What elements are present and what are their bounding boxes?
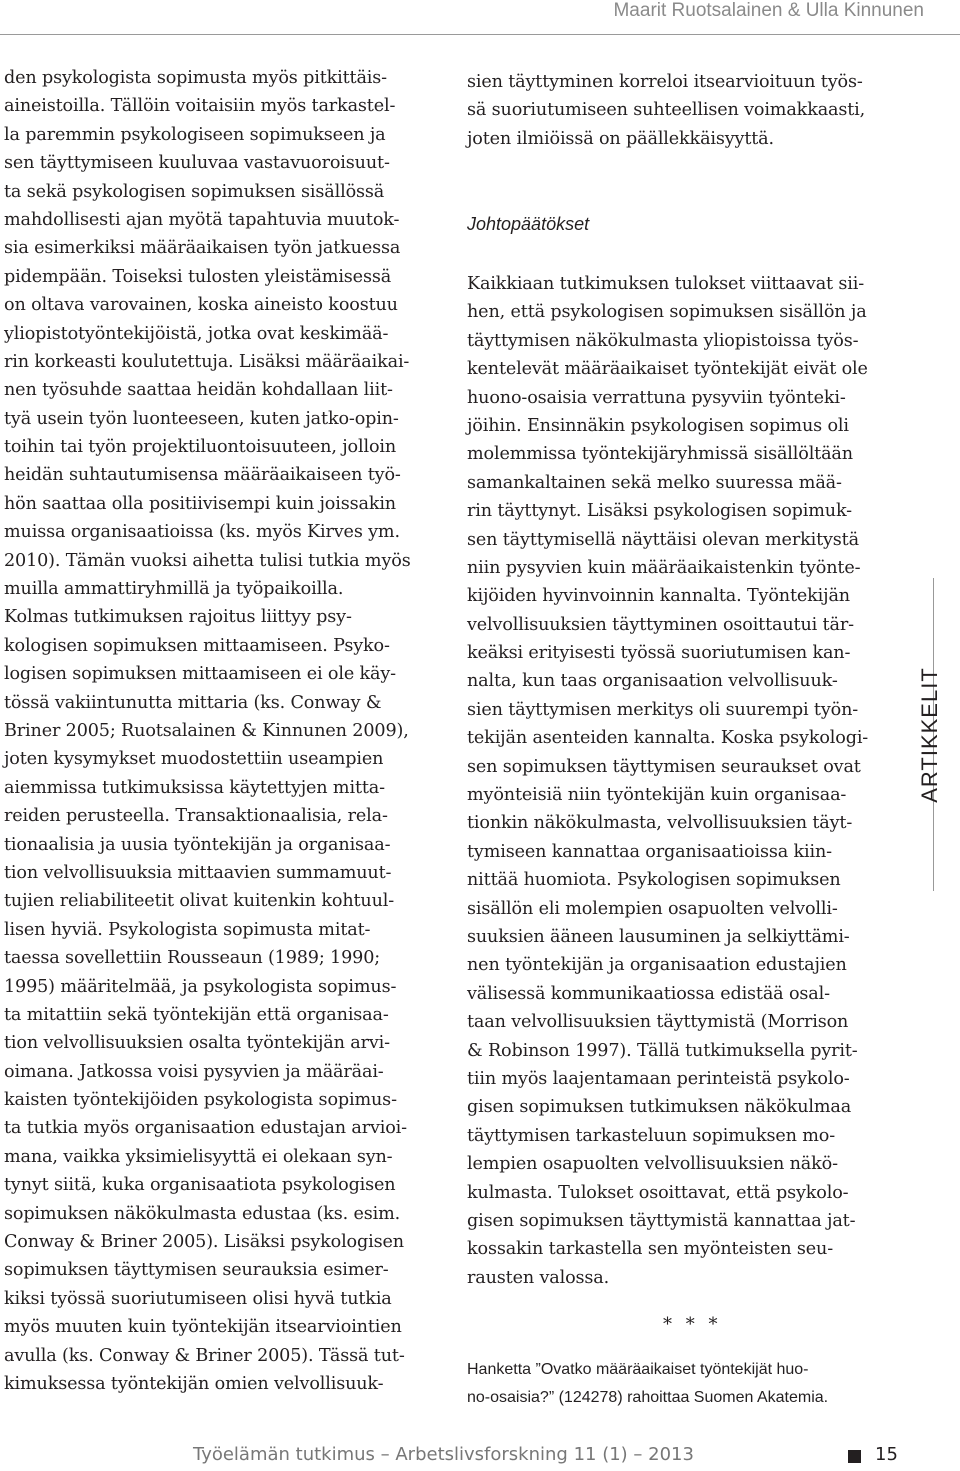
text-line: nalta, kun taas organisaation velvollisuuk- <box>467 671 838 692</box>
right-column-body <box>467 270 903 1292</box>
text-line: sia esimerkiksi määräaikaisen työn jatkuessa <box>4 238 401 259</box>
text-line: sen täyttymiseen kuuluvaa vastavuoroisuut- <box>4 153 390 174</box>
text-line: rausten valossa. <box>467 1267 610 1288</box>
text-line: myönteisiä niin työntekijän kuin organisaa- <box>467 785 847 806</box>
footer-square-icon <box>848 1450 861 1463</box>
text-line: tekijän asenteiden kannalta. Koska psykologi- <box>467 728 869 749</box>
text-line: lempien osapuolten velvollisuuksien näkö- <box>467 1154 838 1175</box>
text-line: 1995) määritelmää, ja psykologista sopimus- <box>4 976 397 997</box>
text-line: sien täyttymisen merkitys oli suurempi työn- <box>467 699 859 720</box>
text-line: logisen sopimuksen mittaamiseen ei ole käy- <box>4 664 396 685</box>
text-line: muissa organisaatioissa (ks. myös Kirves ym. <box>4 522 400 543</box>
text-line: oimana. Jatkossa voisi pysyvien ja määräai- <box>4 1061 384 1082</box>
text-line: samankaltainen sekä melko suuressa mää- <box>467 472 842 493</box>
header-rule <box>0 34 960 35</box>
header-authors: Maarit Ruotsalainen & Ulla Kinnunen <box>613 0 924 21</box>
text-line: Briner 2005; Ruotsalainen & Kinnunen 2009), <box>4 720 409 741</box>
text-line: tyä usein työn luonteeseen, kuten jatko-opin- <box>4 408 399 429</box>
section-heading: Johtopäätökset <box>467 214 590 234</box>
text-line: taessa sovellettiin Rousseaun (1989; 1990; <box>4 948 381 969</box>
text-line: 2010). Tämän vuoksi aihetta tulisi tutkia myös <box>4 550 411 571</box>
text-line: tössä vakiintunutta mittaria (ks. Conway & <box>4 692 382 713</box>
text-line: sen täyttymisellä näyttäisi olevan merkitystä <box>467 529 859 550</box>
text-line: sopimuksen täyttymisen seurauksia esimer- <box>4 1260 389 1281</box>
page-footer <box>0 1444 960 1470</box>
acknowledgement-line: no-osaisia?” (124278) rahoittaa Suomen Akatemia. <box>467 1389 829 1406</box>
text-line: taan velvollisuuksien täyttymistä (Morrison <box>467 1012 849 1033</box>
left-column <box>4 64 436 1398</box>
text-line: kentelevät määräaikaiset työntekijät eivät ole <box>467 359 868 380</box>
text-line: tujien reliabiliteetit olivat kuitenkin kohtuul- <box>4 891 395 912</box>
text-line: nen työntekijän ja organisaation edustajien <box>467 955 847 976</box>
text-line: kijöiden hyvinvoinnin kannalta. Työntekijän <box>467 586 850 607</box>
text-line: jöihin. Ensinnäkin psykologisen sopimus oli <box>467 415 849 436</box>
section-side-label: ARTIKKELIT <box>917 667 942 803</box>
text-line: ta tutkia myös organisaation edustajan arvioi- <box>4 1118 407 1139</box>
text-line: kossakin tarkastella sen myönteisten seu- <box>467 1239 833 1260</box>
section-separator: * * * <box>663 1314 722 1335</box>
text-line: joten kysymykset muodostettiin useampien <box>4 749 384 770</box>
text-line: rin korkeasti koulutettuja. Lisäksi määräaikai- <box>4 351 410 372</box>
right-column-intro <box>467 68 903 153</box>
text-line: joten ilmiöissä on päällekkäisyyttä. <box>467 128 774 149</box>
text-line: hen, että psykologisen sopimuksen sisällön ja <box>467 302 867 323</box>
text-line: kimuksessa työntekijän omien velvollisuuk- <box>4 1373 384 1394</box>
text-line: gisen sopimuksen tutkimuksen näkökulmaa <box>467 1097 852 1118</box>
text-line: mahdollisesti ajan myötä tapahtuvia muutok- <box>4 209 400 230</box>
text-line: tionkin näkökulmasta, velvollisuuksien täyt- <box>467 813 853 834</box>
text-line: mana, vaikka yksimielisyyttä ei olekaan syn- <box>4 1146 393 1167</box>
text-line: muilla ammattiryhmillä ja työpaikoilla. <box>4 579 344 600</box>
text-line: niin pysyvien kuin määräaikaistenkin työnte- <box>467 557 861 578</box>
text-line: suuksien ääneen lausuminen ja selkiyttämi- <box>467 926 850 947</box>
text-line: molemmissa työntekijäryhmissä sisällöltään <box>467 444 853 465</box>
acknowledgement-line: Hanketta ”Ovatko määräaikaiset työntekijät huo- <box>467 1361 809 1378</box>
text-line: Kaikkiaan tutkimuksen tulokset viittaavat sii- <box>467 274 865 294</box>
text-line: nittää huomiota. Psykologisen sopimuksen <box>467 870 841 891</box>
text-line: tynyt siitä, kuka organisaatiota psykologisen <box>4 1175 396 1196</box>
text-line: tion velvollisuuksien osalta työntekijän arvi- <box>4 1033 390 1054</box>
text-line: välisessä kommunikaatiossa edistää osal- <box>467 983 830 1004</box>
text-line: sen sopimuksen täyttymisen seuraukset ovat <box>467 756 861 777</box>
text-line: kiksi työssä suoriutumiseen olisi hyvä tutkia <box>4 1288 392 1309</box>
text-line: tion velvollisuuksia mittaavien summamuut- <box>4 862 392 883</box>
text-line: lisen hyviä. Psykologista sopimusta mitat- <box>4 919 371 940</box>
text-line: sopimuksen näkökulmasta edustaa (ks. esim. <box>4 1203 401 1224</box>
text-line: ta sekä psykologisen sopimuksen sisällössä <box>4 181 385 202</box>
text-line: aiemmissa tutkimuksissa käytettyjen mitta- <box>4 777 385 798</box>
text-line: täyttymisen näkökulmasta yliopistoissa työs- <box>467 330 859 351</box>
text-line: huono-osaisia verrattuna pysyviin työnteki- <box>467 387 846 408</box>
text-line: ta mitattiin sekä työntekijän että organisaa- <box>4 1004 389 1025</box>
text-line: kologisen sopimuksen mittaamiseen. Psyko- <box>4 635 390 656</box>
text-line: heidän suhtautumisensa määräaikaiseen työ- <box>4 465 401 486</box>
acknowledgement <box>467 1356 907 1412</box>
text-line: sien täyttyminen korreloi itsearvioituun työs- <box>467 72 863 92</box>
text-line: täyttymisen tarkasteluun sopimuksen mo- <box>467 1125 836 1146</box>
text-line: gisen sopimuksen täyttymistä kannattaa jat- <box>467 1210 856 1231</box>
text-line: rin täyttynyt. Lisäksi psykologisen sopimuk- <box>467 501 852 522</box>
text-line: toihin tai työn projektiluontoisuuteen, jolloin <box>4 437 397 458</box>
page-number: 15 <box>875 1444 898 1465</box>
text-line: tiin myös laajentamaan perinteistä psykolo- <box>467 1068 850 1089</box>
text-line: tionaalisia ja uusia työntekijän ja organisaa- <box>4 834 391 855</box>
text-line: sä suoriutumiseen suhteellisen voimakkaasti, <box>467 100 866 121</box>
text-line: la paremmin psykologiseen sopimukseen ja <box>4 124 386 145</box>
text-line: sisällön eli molempien osapuolten velvolli- <box>467 898 838 919</box>
text-line: tymiseen kannattaa organisaatioissa kiin- <box>467 841 832 862</box>
text-line: kulmasta. Tulokset osoittavat, että psykolo- <box>467 1182 849 1203</box>
text-line: keäksi erityisesti työssä suoriutumisen kan- <box>467 643 851 664</box>
text-line: reiden perusteella. Transaktionaalisia, rela- <box>4 806 388 827</box>
text-line: hön saattaa olla positiivisempi kuin joissakin <box>4 493 396 514</box>
text-line: den psykologista sopimusta myös pitkittäis- <box>4 68 387 88</box>
text-line: nen työsuhde saattaa heidän kohdallaan liit- <box>4 380 393 401</box>
footer-journal: Työelämän tutkimus – Arbetslivsforskning 11 (1) – 2013 <box>193 1444 694 1465</box>
text-line: kaisten työntekijöiden psykologista sopimus- <box>4 1090 397 1111</box>
text-line: aineistoilla. Tällöin voitaisiin myös tarkastel- <box>4 96 396 117</box>
text-line: & Robinson 1997). Tällä tutkimuksella pyrit- <box>467 1040 858 1061</box>
text-line: velvollisuuksien täyttyminen osoittautui tär- <box>467 614 854 635</box>
text-line: myös muuten kuin työntekijän itsearviointien <box>4 1317 402 1338</box>
text-line: yliopistotyöntekijöistä, jotka ovat keskimää- <box>4 323 389 344</box>
text-line: pidempään. Toiseksi tulosten yleistämisessä <box>4 266 392 287</box>
text-line: on oltava varovainen, koska aineisto koostuu <box>4 295 398 316</box>
text-line: avulla (ks. Conway & Briner 2005). Tässä tut- <box>4 1345 405 1366</box>
text-line: Conway & Briner 2005). Lisäksi psykologisen <box>4 1232 404 1253</box>
text-line: Kolmas tutkimuksen rajoitus liittyy psy- <box>4 607 352 628</box>
